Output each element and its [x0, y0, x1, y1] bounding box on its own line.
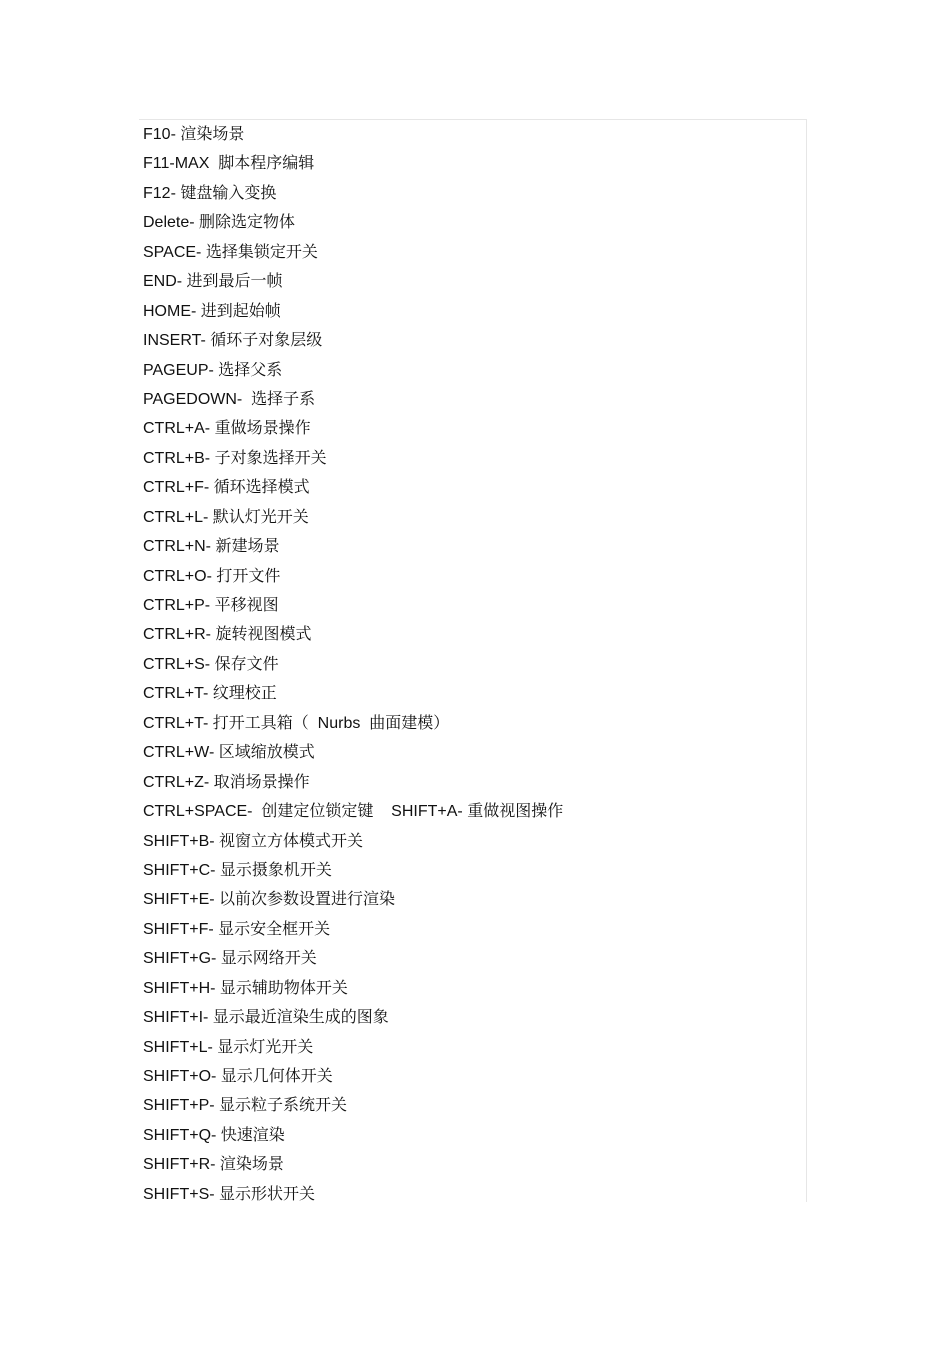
shortcut-line: SHIFT+E- 以前次参数设置进行渲染 — [143, 891, 396, 909]
shortcut-line: SHIFT+O- 显示几何体开关 — [143, 1068, 333, 1085]
shortcut-line: CTRL+T- 纹理校正 — [143, 685, 277, 703]
shortcut-line: PAGEUP- 选择父系 — [143, 361, 283, 379]
shortcut-line: END- 进到最后一帧 — [143, 273, 283, 291]
shortcut-line: F11-MAX 脚本程序编辑 — [143, 155, 315, 173]
shortcut-line: SHIFT+F- 显示安全框开关 — [143, 920, 331, 938]
shortcut-line: SHIFT+B- 视窗立方体模式开关 — [143, 832, 364, 850]
shortcut-line: CTRL+L- 默认灯光开关 — [143, 508, 309, 526]
shortcut-line: SHIFT+I- 显示最近渲染生成的图象 — [143, 1009, 389, 1027]
shortcut-line: CTRL+W- 区域缩放模式 — [143, 744, 315, 762]
shortcut-line: CTRL+T- 打开工具箱（ Nurbs 曲面建模） — [143, 714, 450, 732]
shortcut-line: CTRL+N- 新建场景 — [143, 538, 280, 556]
shortcut-line: F12- 键盘输入变换 — [143, 184, 277, 202]
shortcut-list — [143, 120, 783, 1209]
shortcut-line: SHIFT+S- 显示形状开关 — [143, 1185, 316, 1203]
shortcut-line: F10- 渲染场景 — [143, 126, 245, 143]
shortcut-line: SHIFT+Q- 快速渲染 — [143, 1126, 285, 1144]
shortcut-line: CTRL+F- 循环选择模式 — [143, 479, 310, 497]
shortcut-line: SHIFT+H- 显示辅助物体开关 — [143, 979, 348, 997]
shortcut-line: SHIFT+R- 渲染场景 — [143, 1156, 284, 1174]
shortcut-line: CTRL+R- 旋转视图模式 — [143, 626, 312, 644]
shortcut-line: CTRL+Z- 取消场景操作 — [143, 773, 310, 791]
shortcut-line: SHIFT+P- 显示粒子系统开关 — [143, 1097, 348, 1115]
shortcut-line: CTRL+A- 重做场景操作 — [143, 420, 311, 438]
shortcut-line: SHIFT+L- 显示灯光开关 — [143, 1038, 314, 1056]
shortcut-line: CTRL+B- 子对象选择开关 — [143, 449, 327, 467]
shortcut-line: HOME- 进到起始帧 — [143, 302, 281, 320]
shortcut-line: CTRL+O- 打开文件 — [143, 567, 281, 585]
shortcut-line: INSERT- 循环子对象层级 — [143, 332, 323, 350]
shortcut-line: PAGEDOWN- 选择子系 — [143, 390, 316, 408]
shortcut-line: SPACE- 选择集锁定开关 — [143, 243, 318, 261]
shortcut-line: Delete- 删除选定物体 — [143, 214, 296, 232]
shortcut-line: CTRL+SPACE- 创建定位锁定键 SHIFT+A- 重做视图操作 — [143, 803, 564, 821]
shortcut-line: CTRL+S- 保存文件 — [143, 655, 279, 673]
shortcut-line: SHIFT+G- 显示网络开关 — [143, 950, 317, 968]
shortcut-line: CTRL+P- 平移视图 — [143, 597, 279, 614]
shortcut-line: SHIFT+C- 显示摄象机开关 — [143, 861, 332, 879]
